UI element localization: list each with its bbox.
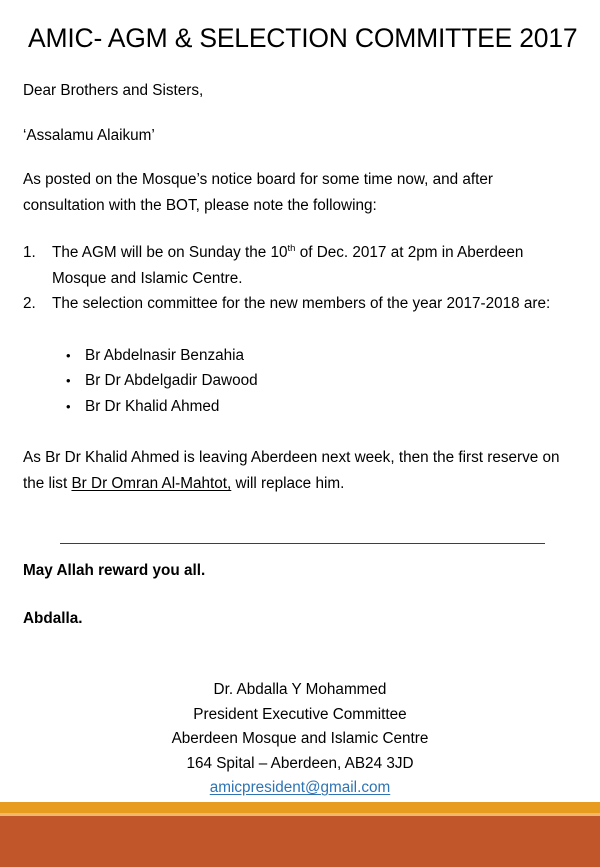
replacement-note	[23, 445, 577, 496]
divider-line	[60, 543, 545, 544]
page-title: AMIC- AGM & SELECTION COMMITTEE 2017	[28, 23, 578, 53]
footer-rust-band	[0, 816, 600, 867]
replacement-note-text-before: As Br Dr Khalid Ahmed is leaving Aberdeen next week, then the first reserve on the list	[23, 449, 560, 492]
spacer	[23, 584, 577, 606]
numbered-list	[23, 240, 577, 317]
closing-line: May Allah reward you all.	[23, 562, 206, 579]
numbered-list-item	[23, 240, 577, 291]
signature-email-line	[0, 776, 600, 801]
bullet-icon: •	[66, 398, 71, 414]
signoff: Abdalla.	[23, 609, 83, 627]
signature-name: Dr. Abdalla Y Mohammed	[213, 681, 387, 698]
closing-block	[23, 558, 577, 631]
spacer	[23, 104, 577, 123]
greeting: ‘Assalamu Alaikum’	[23, 126, 155, 144]
intro-paragraph: As posted on the Mosque’s notice board for some time now, and after consultation with the BOT, please note the following:	[23, 171, 493, 214]
bullet-icon: •	[66, 373, 71, 388]
spacer	[23, 218, 577, 240]
ordinal-superscript: th	[287, 242, 296, 254]
replacement-note-text-after: will replace him.	[231, 474, 345, 492]
footer-amber-band	[0, 802, 600, 813]
committee-member-name: Br Abdelnasir Benzahia	[85, 346, 245, 364]
replacement-member-name: Br Dr Omran Al-Mahtot,	[71, 474, 232, 492]
signature-role: President Executive Committee	[193, 705, 407, 723]
list-item	[23, 394, 577, 420]
spacer	[23, 317, 577, 343]
spacer	[23, 419, 577, 445]
committee-member-name: Br Dr Abdelgadir Dawood	[85, 372, 258, 389]
list-marker: 1.	[23, 244, 36, 261]
spacer	[23, 148, 577, 167]
signature-block	[0, 678, 600, 801]
list-item	[23, 368, 577, 394]
list-marker: 2.	[23, 295, 36, 312]
numbered-item-text-before: The selection committee for the new members of the year 2017-2018 are:	[52, 295, 551, 312]
document-body	[23, 78, 577, 496]
list-item	[23, 343, 577, 369]
email-link[interactable]: amicpresident@gmail.com	[209, 779, 391, 796]
bullet-icon: •	[66, 347, 71, 363]
committee-member-list	[23, 343, 577, 420]
numbered-item-text-after: of Dec. 2017 at 2pm in Aberdeen Mosque and Islamic Centre.	[52, 244, 524, 287]
signature-address: 164 Spital – Aberdeen, AB24 3JD	[186, 754, 414, 772]
divider	[0, 543, 600, 545]
numbered-item-text-before: The AGM will be on Sunday the 10	[52, 244, 288, 261]
salutation: Dear Brothers and Sisters,	[23, 82, 204, 99]
committee-member-name: Br Dr Khalid Ahmed	[85, 397, 220, 415]
signature-organisation: Aberdeen Mosque and Islamic Centre	[171, 730, 429, 747]
numbered-list-item	[23, 291, 577, 317]
